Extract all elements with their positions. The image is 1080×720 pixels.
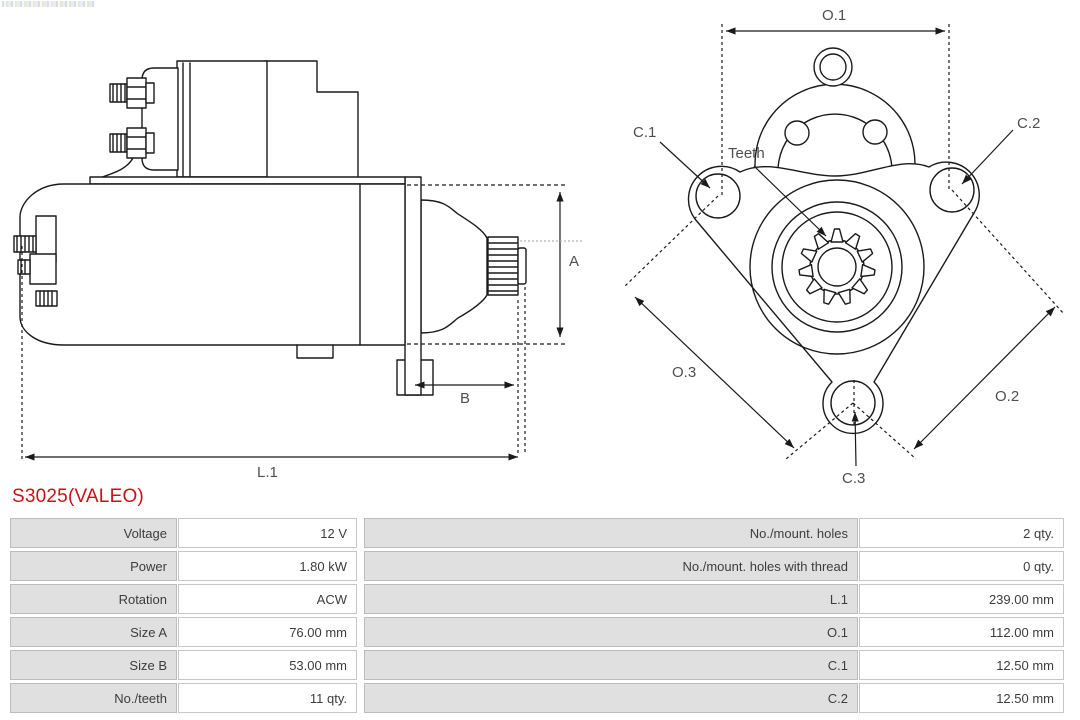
spec-label-cell: Rotation xyxy=(10,584,177,614)
drive-end-plate xyxy=(405,177,421,395)
dim-label-C1: C.1 xyxy=(633,124,657,141)
drive-end-bell xyxy=(421,200,487,333)
spec-label-cell: L.1 xyxy=(364,584,858,614)
side-view-drawing xyxy=(14,61,526,395)
spec-label-cell: Power xyxy=(10,551,177,581)
dim-arrow-O3 xyxy=(635,297,794,448)
spec-table xyxy=(10,518,1064,716)
spec-value-cell: 1.80 kW xyxy=(178,551,357,581)
spec-label-cell: Size B xyxy=(10,650,177,680)
dim-label-A: A xyxy=(569,253,580,270)
table-row xyxy=(10,584,1064,614)
leader-C2 xyxy=(962,130,1013,184)
dim-label-L1: L.1 xyxy=(257,464,278,481)
page-title: S3025(VALEO) xyxy=(12,486,144,507)
table-row xyxy=(10,683,1064,713)
dim-label-O3: O.3 xyxy=(672,364,697,381)
dim-label-C2: C.2 xyxy=(1017,115,1041,132)
spec-value-cell: 0 qty. xyxy=(859,551,1064,581)
dim-label-O1: O.1 xyxy=(822,7,847,24)
table-row xyxy=(10,551,1064,581)
table-row xyxy=(10,650,1064,680)
spec-value-cell: 12 V xyxy=(178,518,357,548)
spec-label-cell: C.1 xyxy=(364,650,858,680)
spec-label-cell: C.2 xyxy=(364,683,858,713)
spec-label-cell: No./teeth xyxy=(10,683,177,713)
pinion-gear xyxy=(488,237,526,295)
spec-label-cell: Voltage xyxy=(10,518,177,548)
leader-C1 xyxy=(660,142,710,188)
spec-value-cell: 239.00 mm xyxy=(859,584,1064,614)
spec-value-cell: 12.50 mm xyxy=(859,683,1064,713)
table-row xyxy=(10,617,1064,647)
spec-value-cell: 112.00 mm xyxy=(859,617,1064,647)
spec-label-cell: No./mount. holes with thread xyxy=(364,551,858,581)
front-view-drawing xyxy=(688,48,979,433)
terminal-stud-lower xyxy=(110,128,154,158)
dim-label-Teeth: Teeth xyxy=(728,145,765,162)
dim-label-C3: C.3 xyxy=(842,470,866,487)
table-row xyxy=(10,518,1064,548)
spec-value-cell: ACW xyxy=(178,584,357,614)
solenoid-bracket xyxy=(265,61,358,181)
dim-label-O2: O.2 xyxy=(995,388,1020,405)
spec-label-cell: Size A xyxy=(10,617,177,647)
motor-body xyxy=(20,184,405,345)
spec-value-cell: 11 qty. xyxy=(178,683,357,713)
spec-value-cell: 53.00 mm xyxy=(178,650,357,680)
spec-label-cell: No./mount. holes xyxy=(364,518,858,548)
arch-top-hole xyxy=(820,54,846,80)
yoke-ledge xyxy=(90,177,405,184)
dim-label-B: B xyxy=(460,390,471,407)
spec-label-cell: O.1 xyxy=(364,617,858,647)
spec-value-cell: 76.00 mm xyxy=(178,617,357,647)
spec-value-cell: 12.50 mm xyxy=(859,650,1064,680)
terminal-stud-upper xyxy=(110,78,154,108)
dim-arrow-O2 xyxy=(914,307,1055,449)
spec-value-cell: 2 qty. xyxy=(859,518,1064,548)
